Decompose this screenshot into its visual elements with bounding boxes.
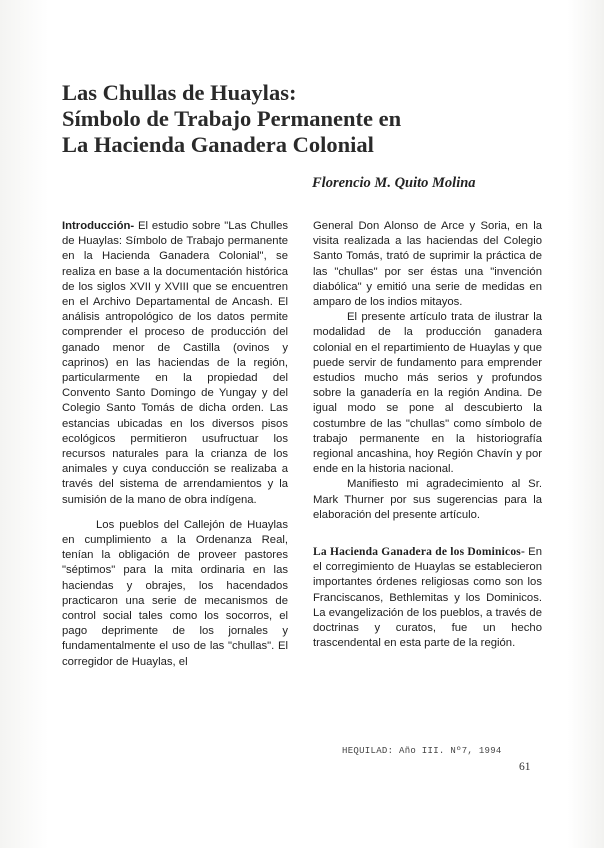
dominicos-heading: La Hacienda Ganadera de los Dominicos- — [313, 546, 525, 559]
intro-text: El estudio sobre "Las Chulles de Huaylas: Símbolo de Trabajo permanente en la Hacienda Ganadera Colonial", se realiza en base a la documentación histórica de los siglos XVII y XVIII que se encuentren en el Archivo Departamental de Ancash. El análisis antropológico de los datos permite comprender el proceso de producción del ganado menor de Castilla (ovinos y caprinos) en las haciendas de la región, particularmente en la propiedad del Convento Santo Domingo de Yungay y del Colegio Santo Tomás de dicha orden. Las estancias ubicadas en los diversos pisos ecológicos permitieron usufructuar los recursos naturales para la crianza de los animales y cuya conducción se realizaba a través del sistema de arrendamientos y la sumisión de la mano de obra indígena. — [62, 220, 288, 506]
dominicos-text: En el corregimiento de Huaylas se establecieron importantes órdenes religiosas como son los Franciscanos, Bethlemitas y los Dominicos. La evangelización de los pueblos, a través de doctrinas y curatos, fue un hecho trascendental en esta parte de la región. — [313, 546, 542, 650]
title-line-2: Símbolo de Trabajo Permanente en — [62, 106, 402, 131]
right-column — [313, 219, 542, 651]
dominicos-paragraph — [313, 545, 542, 651]
journal-footer: HEQUILAD: Año III. Nº7, 1994 — [342, 746, 502, 756]
thanks-paragraph: Manifiesto mi agradecimiento al Sr. Mark Thurner por sus sugerencias para la elaboración del presente artículo. — [313, 478, 542, 521]
intro-runin-heading: Introducción- — [62, 220, 135, 232]
article-author: Florencio M. Quito Molina — [312, 175, 476, 191]
title-line-1: Las Chullas de Huaylas: — [62, 80, 297, 105]
article-title — [62, 80, 542, 158]
left-column — [62, 219, 288, 670]
general-paragraph: General Don Alonso de Arce y Soria, en la visita realizada a las haciendas del Colegio Santo Tomás, trató de suprimir la práctica de las "chullas" por ser éstas una "invención diabólica" y emitió una serie de medidas en amparo de los indios mitayos. — [313, 220, 542, 309]
page-number: 61 — [519, 761, 531, 773]
pueblos-paragraph: Los pueblos del Callejón de Huaylas en cumplimiento a la Ordenanza Real, tenían la obligación de proveer pastores "séptimos" para la mita ordinaria en las haciendas y obrajes, los hacendados practicaron una serie de mecanismos de control social tales como los socorros, el pago deprimente de los jornales y fundamentalmente el uso de las "chullas". El corregidor de Huaylas, el — [62, 518, 288, 668]
presente-paragraph: El presente artículo trata de ilustrar la modalidad de la producción ganadera colonial en el repartimiento de Huaylas y que puede servir de fundamento para emprender estudios mucho más serios y profundos sobre la ganadería en la región Andina. De igual modo se pone al descubierto la costumbre de las "chullas" como símbolo de trabajo permanente en la historiografía regional ancashina, hoy Región Chavín y por ende en la historia nacional. — [313, 311, 542, 476]
intro-paragraph — [62, 219, 288, 508]
title-line-3: La Hacienda Ganadera Colonial — [62, 132, 374, 157]
